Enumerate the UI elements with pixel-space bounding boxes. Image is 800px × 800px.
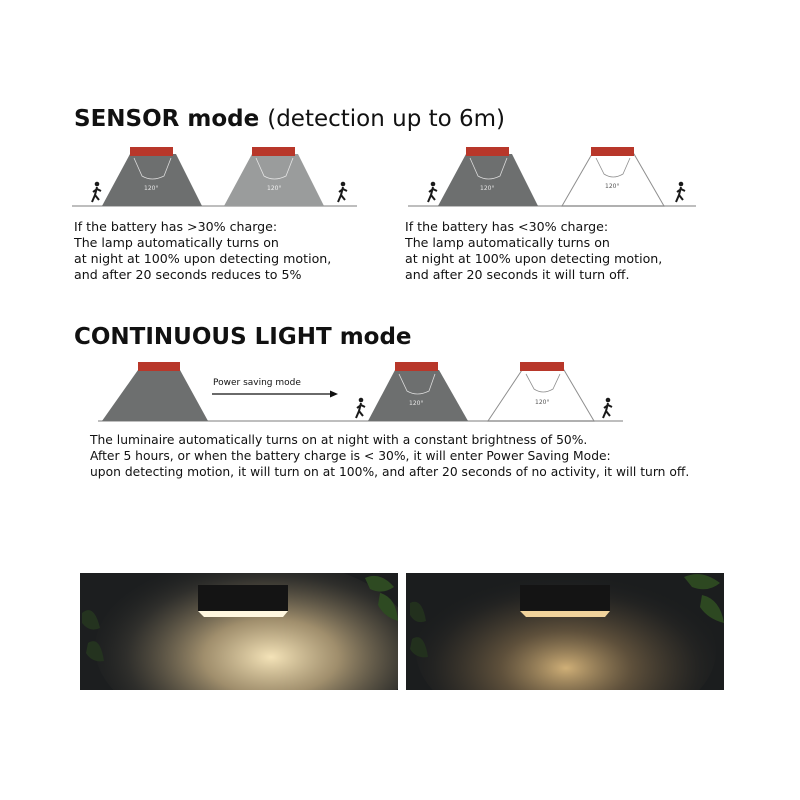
description-line: The luminaire automatically turns on at night with a constant brightness of 50%. (90, 433, 588, 447)
continuous-mode-title: CONTINUOUS LIGHT mode (74, 324, 412, 350)
lamp-photo-dim-illustration (406, 573, 724, 690)
sensor-mode-title: SENSOR mode (74, 106, 260, 132)
lamp-photo-bright (80, 573, 398, 690)
continuous-mode-description (90, 432, 689, 480)
sensor-diagram-low-battery (408, 144, 698, 214)
lamp-icon (395, 362, 438, 371)
walking-person-icon (428, 182, 437, 202)
lamp-body (198, 585, 288, 611)
continuous-mode-diagram (98, 358, 638, 428)
lamp-icon (130, 147, 173, 156)
description-line: upon detecting motion, it will turn on at 100%, and after 20 seconds of no activity, it will turn off. (90, 465, 690, 479)
description-line: and after 20 seconds reduces to 5% (74, 267, 302, 282)
sensor-mode-heading (74, 105, 505, 133)
lamp-icon (520, 362, 564, 371)
sensor-diagram-high-battery (72, 144, 362, 214)
description-line: If the battery has >30% charge: (74, 219, 278, 234)
sensor-high-battery-description (74, 219, 331, 283)
angle-label: 120° (480, 185, 495, 192)
description-line: at night at 100% upon detecting motion, (74, 251, 332, 266)
arrow-label: Power saving mode (213, 378, 301, 388)
light-beam-full (102, 154, 202, 206)
light-beam-full (438, 154, 538, 206)
walking-person-icon (356, 398, 365, 418)
walking-person-icon (603, 398, 612, 418)
description-line: If the battery has <30% charge: (405, 219, 609, 234)
detection-angle-arc (526, 374, 560, 392)
detection-angle-arc (596, 158, 630, 177)
lamp-icon (466, 147, 509, 156)
light-beam-dimmed (224, 154, 324, 206)
description-line: and after 20 seconds it will turn off. (405, 267, 630, 282)
lamp-icon (252, 147, 295, 156)
description-line: The lamp automatically turns on (74, 235, 279, 250)
lamp-icon (138, 362, 180, 371)
description-line: at night at 100% upon detecting motion, (405, 251, 663, 266)
angle-label: 120° (267, 185, 282, 192)
walking-person-icon (676, 182, 685, 202)
arrow-head-icon (330, 391, 338, 398)
walking-person-icon (92, 182, 101, 202)
lamp-photo-bright-illustration (80, 573, 398, 690)
sensor-mode-subtitle: (detection up to 6m) (267, 106, 506, 132)
sensor-low-battery-description (405, 219, 662, 283)
angle-label: 120° (535, 399, 550, 406)
walking-person-icon (338, 182, 347, 202)
continuous-mode-heading (74, 323, 412, 351)
lamp-photo-dim (406, 573, 724, 690)
light-beam-off (562, 154, 664, 206)
light-beam-full (368, 370, 468, 421)
lamp-icon (591, 147, 634, 156)
light-beam-constant (102, 370, 208, 421)
lamp-body (520, 585, 610, 611)
description-line: After 5 hours, or when the battery charge is < 30%, it will enter Power Saving Mode: (90, 449, 611, 463)
description-line: The lamp automatically turns on (405, 235, 610, 250)
lamp-underside (198, 611, 288, 617)
angle-label: 120° (409, 400, 424, 407)
angle-label: 120° (605, 183, 620, 190)
angle-label: 120° (144, 185, 159, 192)
light-beam-off (488, 370, 594, 421)
lamp-underside (520, 611, 610, 617)
